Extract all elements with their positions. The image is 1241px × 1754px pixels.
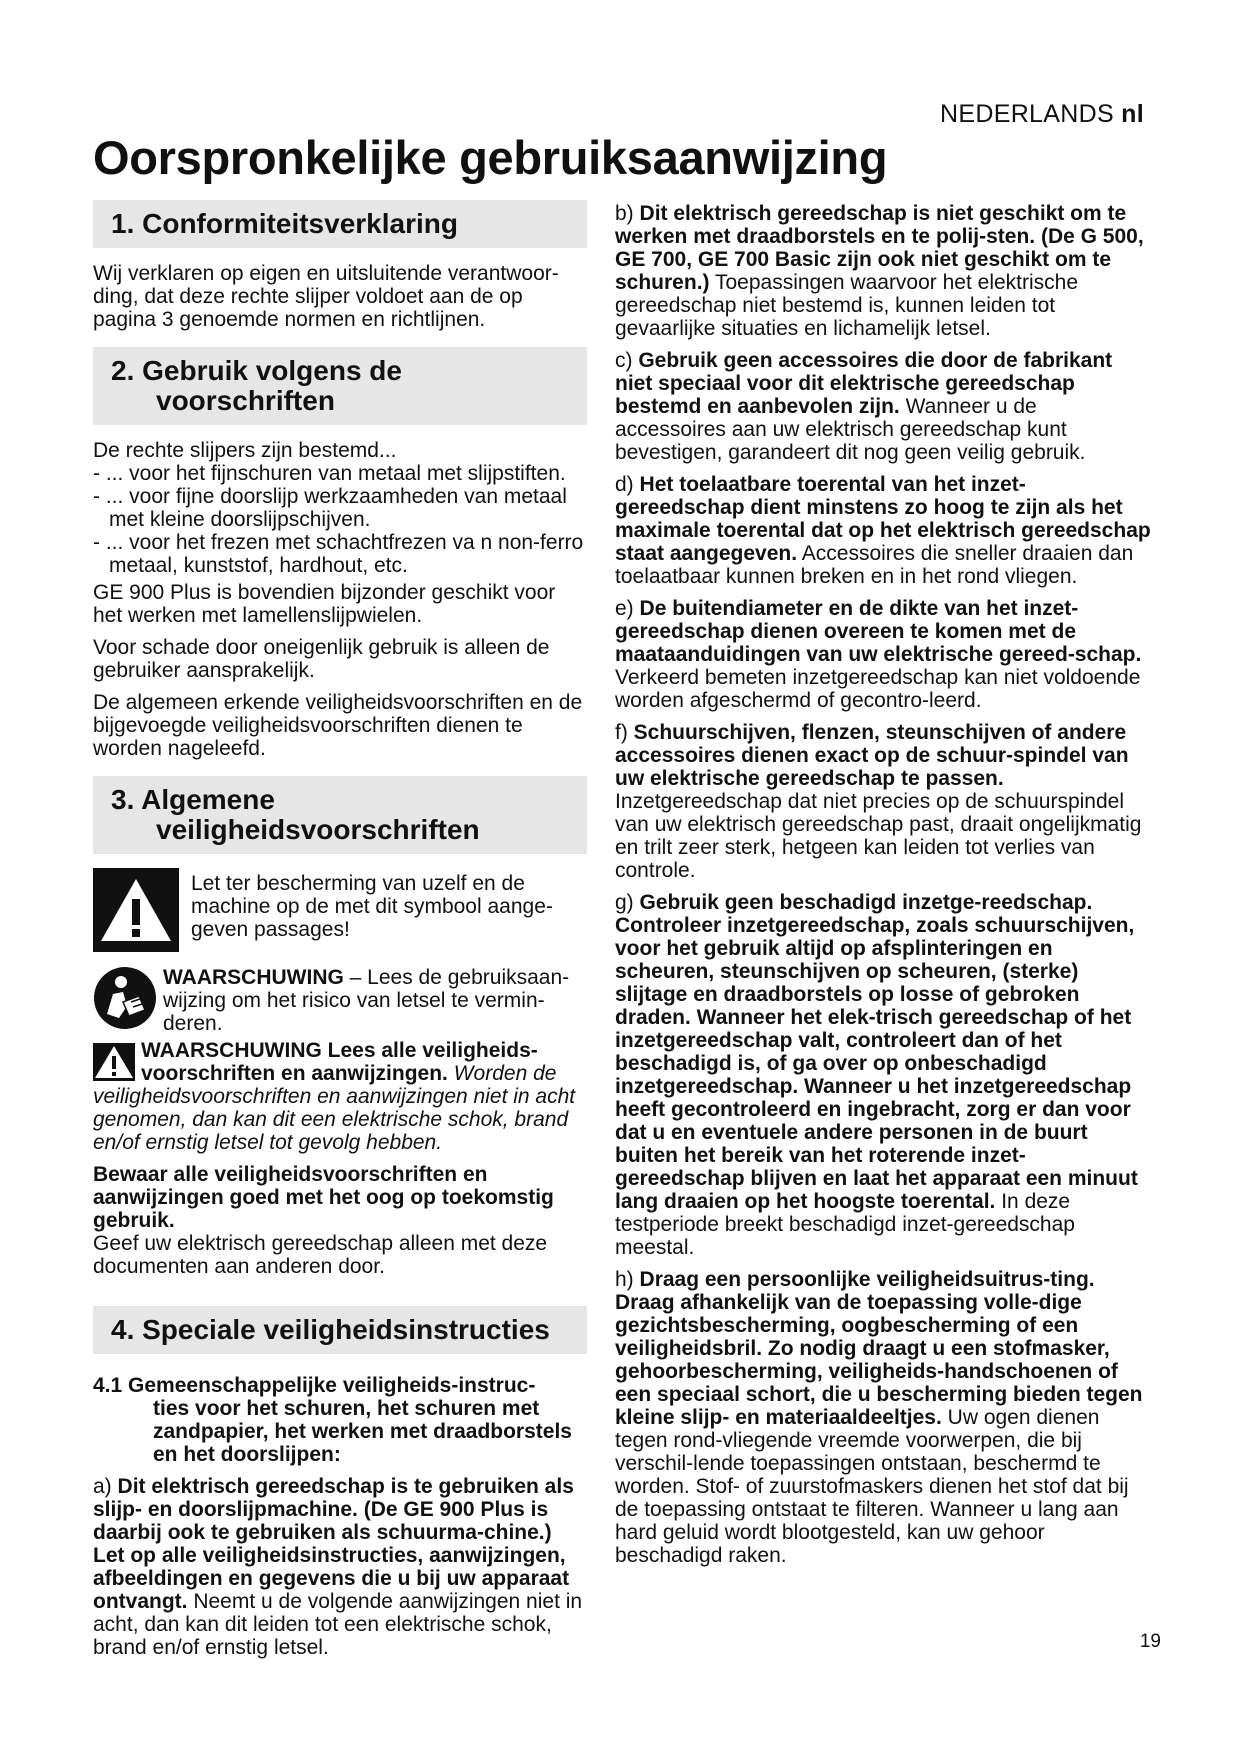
- item-label: e): [615, 597, 634, 620]
- document-title: Oorspronkelijke gebruiksaanwijzing: [93, 131, 888, 184]
- manual-warning: [93, 966, 587, 1035]
- ge900-note: GE 900 Plus is bovendien bijzonder geschikt voor het werken met lamellenslijpwielen.: [93, 581, 556, 627]
- subsection-title-line1: Gemeenschappelijke veiligheids-instruc-: [128, 1374, 536, 1397]
- item-bold: Dit elektrisch gereedschap is te gebruiken als slijp- en doorslijpmachine. (De GE 900 Plus is daarbij ook te gebruiken als schuurma-chine.) Let op alle veiligheidsinstructies, aanwijzingen, afbeeldingen en gegevens die u bij uw apparaat ontvangt.: [93, 1475, 574, 1613]
- item-text: Wanneer u de accessoires aan uw elektrisch gereedschap kunt bevestigen, garandeert dit nog geen veilig gebruik.: [615, 395, 1086, 464]
- read-manual-icon: [93, 966, 157, 1030]
- item-label: a): [93, 1475, 112, 1498]
- keep-instructions: [93, 1163, 587, 1232]
- item-e: [615, 597, 1151, 712]
- item-d: [615, 473, 1151, 588]
- item-bold: Het toelaatbare toerental van het inzet-gereedschap dient minstens zo hoog te zijn als het maximale toerental dat op het elektrisch gereedschap staat aangegeven.: [615, 473, 1151, 565]
- warning-triangle-icon: [93, 868, 179, 952]
- purpose-list: [93, 462, 587, 577]
- item-label: c): [615, 349, 633, 372]
- item-text: Accessoires die sneller draaien dan toelaatbaar kunnen breken en in het rond vliegen.: [615, 542, 1134, 588]
- section-2-heading-line2: voorschriften: [156, 385, 335, 416]
- item-h: [615, 1268, 1151, 1567]
- subsection-number: 4.1: [93, 1374, 123, 1397]
- item-text: In deze testperiode breekt beschadigd inzet-gereedschap meestal.: [615, 1190, 1075, 1259]
- item-b: [615, 202, 1151, 340]
- item-bold: Draag een persoonlijke veiligheidsuitrus-ting. Draag afhankelijk van de toepassing volle-dige gezichtsbescherming, oogbescherming of een veiligheidsbril. Zo nodig draagt u een stofmasker, gehoorbescherming, veiligheids-handschoenen of een speciaal schort, die u bescherming bieden tegen kleine slijp- en materiaaldeeltjes.: [615, 1268, 1143, 1429]
- section-2-heading-line1: 2. Gebruik volgens de: [111, 355, 402, 386]
- section-3-heading-line2: veiligheidsvoorschriften: [156, 814, 480, 845]
- read-all-warning: [93, 1039, 587, 1154]
- item-g: [615, 891, 1151, 1259]
- item-text: Neemt u de volgende aanwijzingen niet in acht, dan kan dit leiden tot een elektrische schok, brand en/of ernstig letsel.: [93, 1590, 583, 1659]
- language-indicator: [940, 100, 1144, 129]
- list-item: - ... voor fijne doorslijp werkzaamheden van metaal met kleine doorslijpschijven.: [93, 485, 567, 531]
- page-number: 19: [1139, 1631, 1161, 1652]
- item-bold: Gebruik geen accessoires die door de fabrikant niet speciaal voor dit elektrische gereedschap bestemd en aanbevolen zijn.: [615, 349, 1113, 418]
- section-1-text: Wij verklaren op eigen en uitsluitende verantwoor-ding, dat deze rechte slijper voldoet aan de op pagina 3 genoemde normen en richtlijnen.: [93, 262, 559, 331]
- warning-triangle-icon: [93, 1043, 135, 1081]
- list-item: - ... voor het fijnschuren van metaal met slijpstiften.: [93, 462, 566, 485]
- item-label: h): [615, 1268, 634, 1291]
- section-2-heading: [93, 347, 587, 425]
- subsection-4-1-heading: [93, 1374, 587, 1466]
- item-label: g): [615, 891, 634, 914]
- item-bold: Gebruik geen beschadigd inzetge-reedschap. Controleer inzetgereedschap, zoals schuurschijven, voor het gebruik altijd op afsplinteringen en scheuren, steunschijven op scheuren, (sterke) slijtage en draadborstels op losse of gebroken draden. Wanneer het elek-trisch gereedschap of het inzetgereedschap valt, controleert dan of het beschadigd is, of ga over op onbeschadigd inzetgereedschap. Wanneer u het inzetgereedschap heeft gecontroleerd en ingebracht, zorg er dan voor dat u en eventuele andere personen in de buurt buiten het bereik van het roterende inzet-gereedschap blijven en laat het apparaat een minuut lang draaien op het hoogste toerental.: [615, 891, 1138, 1213]
- language-code: nl: [1121, 100, 1144, 128]
- item-bold: De buitendiameter en de dikte van het inzet-gereedschap dienen overeen te komen met de maataanduidingen van uw elektrische gereed-schap.: [615, 597, 1142, 666]
- item-label: b): [615, 202, 634, 225]
- item-text: Uw ogen dienen tegen rond-vliegende vreemde voorwerpen, die bij verschil-lende toepassingen ontstaan, beschermd te worden. Stof- of zuurstofmaskers dienen het stof dat bij de toepassing ontstaat te filteren. Wanneer u lang aan hard geluid wordt blootgesteld, kan uw gehoor beschadigd raken.: [615, 1406, 1129, 1567]
- language-name: NEDERLANDS: [940, 100, 1114, 128]
- pass-on-instructions: Geef uw elektrisch gereedschap alleen met deze documenten aan anderen door.: [93, 1232, 548, 1278]
- section-4-heading: 4. Speciale veiligheidsinstructies: [93, 1306, 587, 1354]
- item-f: [615, 721, 1151, 882]
- symbol-notice: [93, 868, 587, 952]
- read-all-warning-bold: WAARSCHUWING Lees alle veiligheids-voorschriften en aanwijzingen.: [141, 1039, 538, 1085]
- warning-body: – Lees de gebruiksaan-wijzing om het risico van letsel te vermin-deren.: [163, 966, 570, 1035]
- item-bold: Dit elektrisch gereedschap is niet geschikt om te werken met draadborstels en te polij-sten. (De G 500, GE 700, GE 700 Basic zijn ook niet geschikt om te schuren.): [615, 202, 1144, 294]
- section-3-heading: [93, 776, 587, 854]
- item-text: Verkeerd bemeten inzetgereedschap kan niet voldoende worden afgeschermd of gecontro-leerd.: [615, 666, 1141, 712]
- liability-note: Voor schade door oneigenlijk gebruik is alleen de gebruiker aansprakelijk.: [93, 636, 550, 682]
- item-text: Toepassingen waarvoor het elektrische gereedschap niet bestemd is, kunnen leiden tot gevaarlijke situaties en lichamelijk letsel.: [615, 271, 1079, 340]
- item-c: [615, 349, 1151, 464]
- item-a: [93, 1475, 587, 1659]
- read-all-warning-italic: Worden de veiligheidsvoorschriften en aanwijzingen niet in acht genomen, dan kan dit een elektrische schok, brand en/of ernstig letsel tot gevolg hebben.: [93, 1062, 576, 1154]
- section-1-heading: 1. Conformiteitsverklaring: [93, 200, 587, 248]
- item-label: f): [615, 721, 628, 744]
- manual-warning-text: [163, 966, 587, 1035]
- subsection-title-rest: ties voor het schuren, het schuren met zandpapier, het werken met draadborstels en het doorslijpen:: [153, 1397, 572, 1466]
- regulations-note: De algemeen erkende veiligheidsvoorschriften en de bijgevoegde veiligheidsvoorschriften dienen te worden nageleefd.: [93, 691, 583, 760]
- item-text: Inzetgereedschap dat niet precies op de schuurspindel van uw elektrisch gereedschap past, draait ongelijkmatig en trilt zeer sterk, hetgeen kan leiden tot verlies van controle.: [615, 790, 1142, 882]
- warning-label: WAARSCHUWING: [163, 966, 344, 989]
- item-label: d): [615, 473, 634, 496]
- list-item: - ... voor het frezen met schachtfrezen va n non-ferro metaal, kunststof, hardhout, etc.: [93, 531, 584, 577]
- left-column: [93, 200, 587, 1668]
- keep-instructions-bold: Bewaar alle veiligheidsvoorschriften en aanwijzingen goed met het oog op toekomstig gebruik.: [93, 1163, 554, 1232]
- section-2-intro: De rechte slijpers zijn bestemd...: [93, 439, 397, 462]
- symbol-notice-text: Let ter bescherming van uzelf en de machine op de met dit symbool aange-geven passages!: [191, 872, 553, 941]
- item-bold: Schuurschijven, flenzen, steunschijven of andere accessoires dienen exact op de schuur-spindel van uw elektrische gereedschap te passen.: [615, 721, 1129, 790]
- section-3-heading-line1: 3. Algemene: [111, 784, 275, 815]
- right-column: [615, 202, 1151, 1576]
